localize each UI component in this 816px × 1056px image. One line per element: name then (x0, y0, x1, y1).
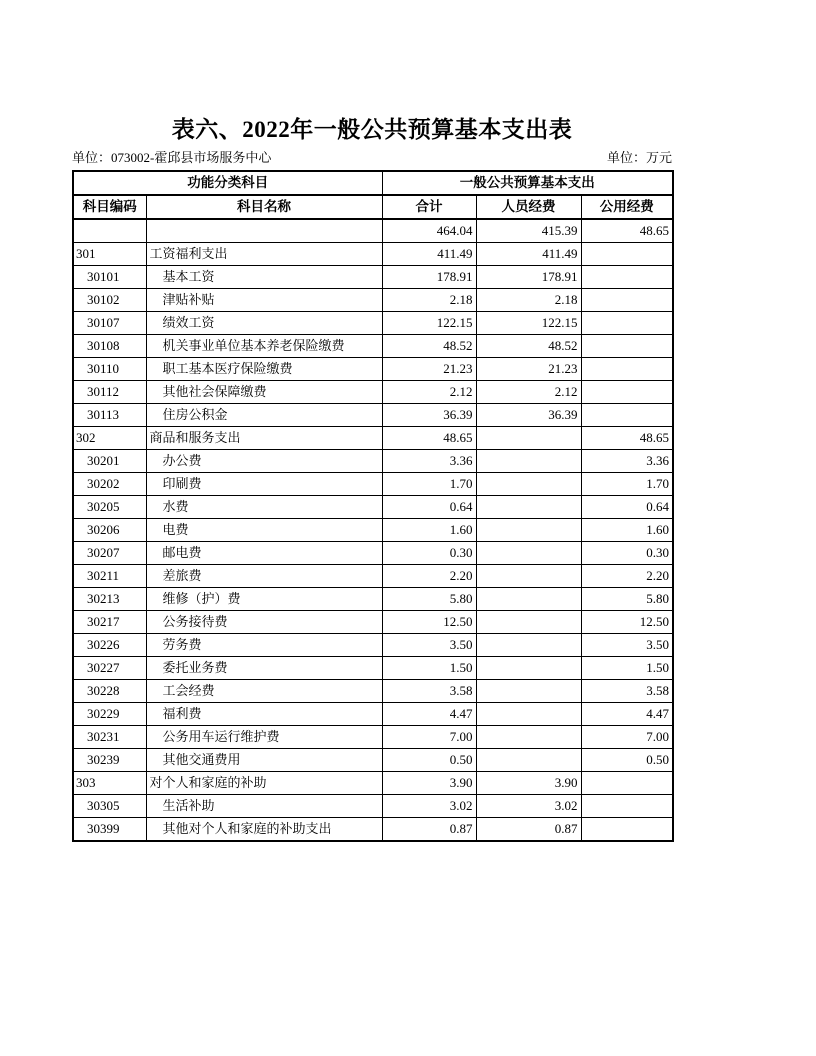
cell-name: 津贴补贴 (146, 289, 382, 312)
cell-personnel (476, 749, 581, 772)
table-row (73, 611, 673, 634)
cell-public (581, 312, 673, 335)
table-row (73, 519, 673, 542)
cell-total: 0.64 (382, 496, 476, 519)
table-row (73, 266, 673, 289)
cell-name: 生活补助 (146, 795, 382, 818)
cell-total: 3.90 (382, 772, 476, 795)
cell-name (146, 219, 382, 243)
cell-name: 工资福利支出 (146, 243, 382, 266)
cell-code: 30239 (73, 749, 146, 772)
cell-code: 30113 (73, 404, 146, 427)
cell-public (581, 381, 673, 404)
cell-personnel: 415.39 (476, 219, 581, 243)
cell-code: 30229 (73, 703, 146, 726)
cell-code: 301 (73, 243, 146, 266)
cell-total: 7.00 (382, 726, 476, 749)
cell-total: 3.36 (382, 450, 476, 473)
cell-personnel (476, 657, 581, 680)
column-header-subject-code: 科目编码 (73, 195, 146, 219)
cell-total: 5.80 (382, 588, 476, 611)
table-row (73, 588, 673, 611)
table-row (73, 312, 673, 335)
cell-name: 印刷费 (146, 473, 382, 496)
cell-name: 其他交通费用 (146, 749, 382, 772)
cell-code: 30107 (73, 312, 146, 335)
cell-name: 福利费 (146, 703, 382, 726)
cell-code: 30201 (73, 450, 146, 473)
cell-total: 122.15 (382, 312, 476, 335)
table-row (73, 335, 673, 358)
table-row (73, 473, 673, 496)
cell-name: 绩效工资 (146, 312, 382, 335)
table-row (73, 358, 673, 381)
cell-code: 30211 (73, 565, 146, 588)
cell-public: 4.47 (581, 703, 673, 726)
cell-code: 30217 (73, 611, 146, 634)
cell-total: 36.39 (382, 404, 476, 427)
cell-code: 30110 (73, 358, 146, 381)
cell-code: 30108 (73, 335, 146, 358)
table-row (73, 680, 673, 703)
cell-personnel (476, 611, 581, 634)
table-row (73, 703, 673, 726)
cell-code: 30227 (73, 657, 146, 680)
table-row (73, 404, 673, 427)
cell-name: 其他对个人和家庭的补助支出 (146, 818, 382, 842)
cell-personnel: 178.91 (476, 266, 581, 289)
cell-name: 办公费 (146, 450, 382, 473)
cell-code: 30228 (73, 680, 146, 703)
table-row (73, 772, 673, 795)
cell-code: 30226 (73, 634, 146, 657)
table-row (73, 818, 673, 842)
cell-total: 0.30 (382, 542, 476, 565)
cell-total: 4.47 (382, 703, 476, 726)
table-row (73, 289, 673, 312)
cell-name: 公务用车运行维护费 (146, 726, 382, 749)
cell-name: 委托业务费 (146, 657, 382, 680)
cell-name: 维修（护）费 (146, 588, 382, 611)
cell-total: 12.50 (382, 611, 476, 634)
table-row (73, 219, 673, 243)
page-title: 表六、2022年一般公共预算基本支出表 (171, 117, 573, 142)
cell-public: 3.58 (581, 680, 673, 703)
table-row (73, 634, 673, 657)
cell-public (581, 772, 673, 795)
cell-code (73, 219, 146, 243)
table-row (73, 565, 673, 588)
cell-name: 商品和服务支出 (146, 427, 382, 450)
cell-personnel: 2.18 (476, 289, 581, 312)
cell-name: 电费 (146, 519, 382, 542)
table-header-columns-row (73, 195, 673, 219)
cell-personnel: 3.90 (476, 772, 581, 795)
cell-personnel: 0.87 (476, 818, 581, 842)
cell-public: 1.60 (581, 519, 673, 542)
cell-name: 工会经费 (146, 680, 382, 703)
cell-personnel: 21.23 (476, 358, 581, 381)
table-row (73, 542, 673, 565)
column-header-subject-name: 科目名称 (146, 195, 382, 219)
cell-total: 3.50 (382, 634, 476, 657)
cell-public: 7.00 (581, 726, 673, 749)
header-group-function-category: 功能分类科目 (73, 171, 382, 195)
cell-public (581, 795, 673, 818)
cell-total: 48.65 (382, 427, 476, 450)
cell-public: 0.30 (581, 542, 673, 565)
cell-public: 48.65 (581, 427, 673, 450)
cell-name: 基本工资 (146, 266, 382, 289)
cell-total: 21.23 (382, 358, 476, 381)
table-row (73, 726, 673, 749)
cell-total: 411.49 (382, 243, 476, 266)
cell-name: 机关事业单位基本养老保险缴费 (146, 335, 382, 358)
cell-name: 职工基本医疗保险缴费 (146, 358, 382, 381)
table-row (73, 427, 673, 450)
cell-name: 劳务费 (146, 634, 382, 657)
cell-public: 2.20 (581, 565, 673, 588)
unit-row (72, 150, 672, 166)
cell-total: 1.50 (382, 657, 476, 680)
cell-public (581, 289, 673, 312)
cell-personnel (476, 565, 581, 588)
table-row (73, 795, 673, 818)
table-row (73, 243, 673, 266)
cell-code: 30205 (73, 496, 146, 519)
cell-name: 住房公积金 (146, 404, 382, 427)
cell-code: 302 (73, 427, 146, 450)
cell-code: 30101 (73, 266, 146, 289)
cell-code: 30399 (73, 818, 146, 842)
cell-code: 303 (73, 772, 146, 795)
cell-personnel: 48.52 (476, 335, 581, 358)
cell-personnel: 3.02 (476, 795, 581, 818)
table-header-group-row (73, 171, 673, 195)
cell-total: 464.04 (382, 219, 476, 243)
cell-public (581, 358, 673, 381)
cell-public: 1.50 (581, 657, 673, 680)
cell-name: 其他社会保障缴费 (146, 381, 382, 404)
cell-public: 3.36 (581, 450, 673, 473)
cell-total: 48.52 (382, 335, 476, 358)
cell-total: 0.87 (382, 818, 476, 842)
cell-code: 30213 (73, 588, 146, 611)
cell-personnel (476, 542, 581, 565)
table-row (73, 657, 673, 680)
cell-personnel (476, 473, 581, 496)
cell-code: 30305 (73, 795, 146, 818)
cell-personnel: 122.15 (476, 312, 581, 335)
cell-public (581, 243, 673, 266)
cell-personnel (476, 680, 581, 703)
cell-public: 1.70 (581, 473, 673, 496)
cell-public: 5.80 (581, 588, 673, 611)
header-group-general-budget: 一般公共预算基本支出 (382, 171, 673, 195)
table-row (73, 496, 673, 519)
cell-public (581, 818, 673, 842)
cell-name: 公务接待费 (146, 611, 382, 634)
cell-personnel (476, 450, 581, 473)
cell-public: 0.64 (581, 496, 673, 519)
cell-total: 3.58 (382, 680, 476, 703)
cell-name: 差旅费 (146, 565, 382, 588)
cell-name: 邮电费 (146, 542, 382, 565)
cell-public: 0.50 (581, 749, 673, 772)
table-row (73, 749, 673, 772)
cell-code: 30112 (73, 381, 146, 404)
cell-name: 水费 (146, 496, 382, 519)
cell-personnel: 36.39 (476, 404, 581, 427)
document-content (72, 0, 672, 842)
cell-public: 3.50 (581, 634, 673, 657)
budget-table (72, 170, 674, 842)
table-body (73, 219, 673, 841)
table-row (73, 381, 673, 404)
table-row (73, 450, 673, 473)
cell-personnel (476, 496, 581, 519)
cell-total: 0.50 (382, 749, 476, 772)
cell-personnel: 411.49 (476, 243, 581, 266)
cell-public: 12.50 (581, 611, 673, 634)
cell-personnel: 2.12 (476, 381, 581, 404)
cell-total: 2.18 (382, 289, 476, 312)
cell-code: 30206 (73, 519, 146, 542)
cell-personnel (476, 427, 581, 450)
cell-public (581, 335, 673, 358)
cell-name: 对个人和家庭的补助 (146, 772, 382, 795)
cell-total: 1.70 (382, 473, 476, 496)
cell-total: 3.02 (382, 795, 476, 818)
cell-total: 2.12 (382, 381, 476, 404)
cell-code: 30231 (73, 726, 146, 749)
column-header-public-expense: 公用经费 (581, 195, 673, 219)
column-header-personnel-expense: 人员经费 (476, 195, 581, 219)
unit-label-org: 单位：073002-霍邱县市场服务中心 (72, 150, 272, 165)
cell-code: 30202 (73, 473, 146, 496)
cell-total: 178.91 (382, 266, 476, 289)
cell-public (581, 404, 673, 427)
cell-public: 48.65 (581, 219, 673, 243)
cell-personnel (476, 588, 581, 611)
cell-personnel (476, 726, 581, 749)
cell-total: 1.60 (382, 519, 476, 542)
cell-code: 30207 (73, 542, 146, 565)
column-header-total: 合计 (382, 195, 476, 219)
cell-personnel (476, 703, 581, 726)
cell-public (581, 266, 673, 289)
cell-personnel (476, 634, 581, 657)
cell-code: 30102 (73, 289, 146, 312)
cell-personnel (476, 519, 581, 542)
cell-total: 2.20 (382, 565, 476, 588)
unit-label-currency: 单位：万元 (606, 150, 672, 165)
